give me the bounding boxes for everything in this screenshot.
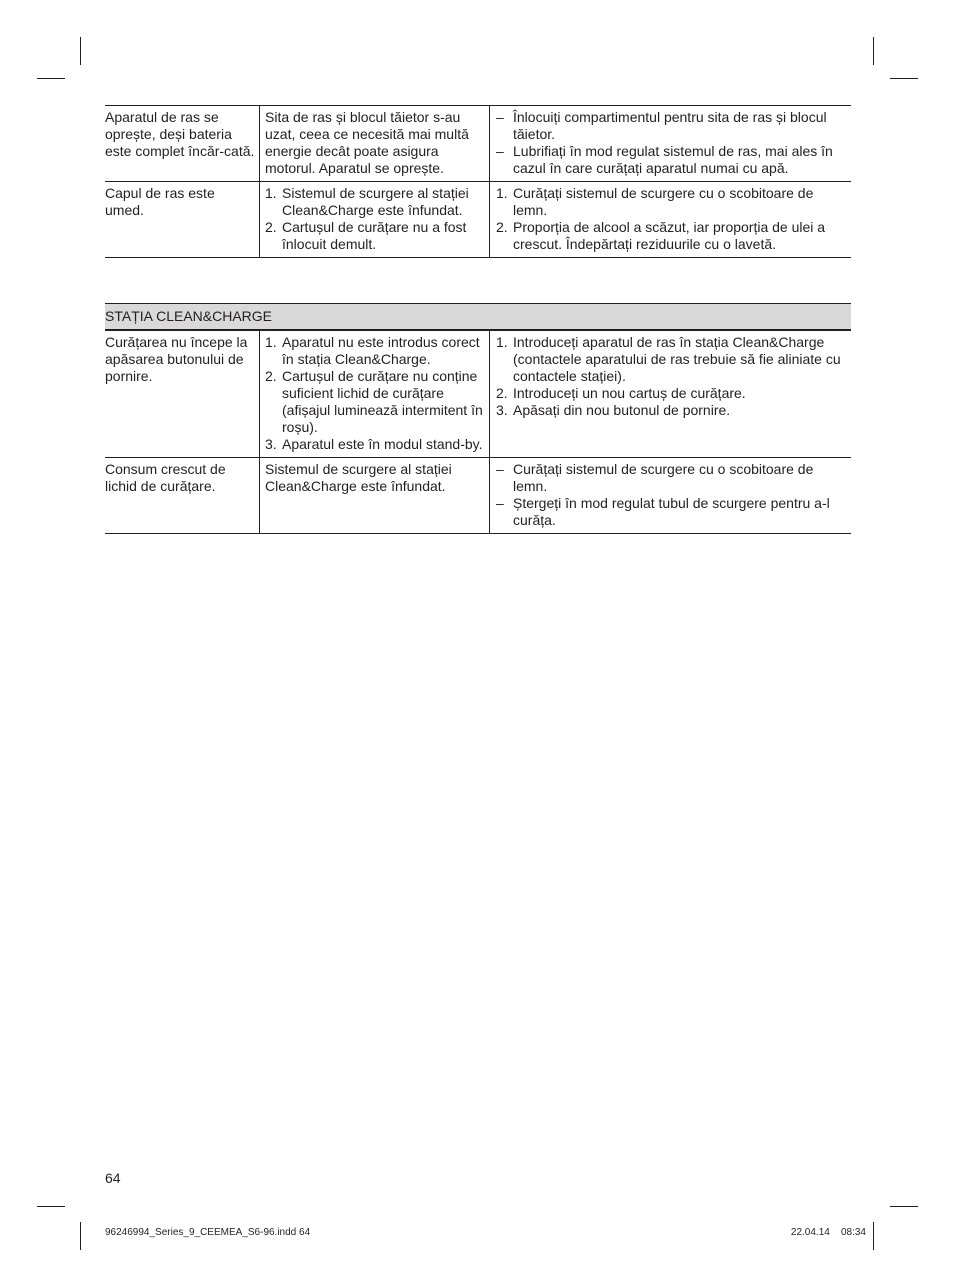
cause-cell (259, 106, 489, 181)
list-item (496, 402, 851, 419)
list-item-text: Lubrifiați în mod regulat sistemul de ras, mai ales în cazul în care curățați aparatul numai cu apă. (513, 143, 833, 176)
list-item-text: Sistemul de scurgere al stației Clean&Charge este înfundat. (282, 185, 469, 218)
footer-date: 22.04.14 (790, 1227, 830, 1238)
remedy-cell (489, 106, 851, 181)
list-item (496, 495, 851, 529)
list-item-text: Sita de ras și blocul tăietor s-au uzat, ceea ce necesită mai multă energie decât poate asigura motorul. Aparatul se oprește. (265, 109, 469, 176)
footer-time: 08:34 (840, 1227, 866, 1238)
list-marker: 2. (265, 219, 277, 235)
list-item (265, 109, 485, 177)
list-item-text: Introduceți un nou cartuș de curățare. (513, 385, 746, 401)
list-item (265, 368, 485, 436)
list-marker: 3. (496, 402, 508, 418)
list-marker: 2. (496, 385, 508, 401)
crop-mark (890, 1206, 918, 1207)
list-item-text: Aparatul nu este introdus corect în stația Clean&Charge. (282, 334, 480, 367)
list-marker: – (496, 109, 504, 125)
list-item-text: Introduceți aparatul de ras în stația Clean&Charge (contactele aparatului de ras trebuie să fie aliniate cu contactele stației). (513, 334, 841, 384)
crop-mark (890, 78, 918, 79)
table-row (105, 330, 851, 458)
list-marker: – (496, 461, 504, 477)
crop-mark (80, 1222, 81, 1250)
list-item-text: Sistemul de scurgere al stației Clean&Charge este înfundat. (265, 461, 452, 494)
list-marker: 1. (265, 185, 277, 201)
list-item (496, 334, 851, 385)
list-item-text: Cartușul de curățare nu conține suficient lichid de curățare (afișajul luminează intermitent în roșu). (282, 368, 483, 435)
crop-mark (37, 78, 65, 79)
problem-cell: Consum crescut de lichid de curățare. (105, 461, 226, 494)
crop-mark (873, 37, 874, 65)
crop-mark (37, 1206, 65, 1207)
list-marker: – (496, 495, 504, 511)
list-item-text: Curățați sistemul de scurgere cu o scobitoare de lemn. (513, 185, 814, 218)
list-marker: 1. (265, 334, 277, 350)
crop-mark (873, 1222, 874, 1250)
list-marker: 1. (496, 334, 508, 350)
section-heading-text: STAȚIA CLEAN&CHARGE (105, 308, 273, 324)
cause-cell (259, 182, 489, 257)
remedy-cell (489, 182, 851, 257)
table-row (105, 458, 851, 534)
list-item (496, 185, 851, 219)
list-marker: 3. (265, 436, 277, 452)
list-item-text: Proporția de alcool a scăzut, iar proporția de ulei a crescut. Îndepărtați reziduurile cu o lavetă. (513, 219, 826, 252)
list-item (265, 436, 485, 453)
list-item (265, 461, 485, 495)
list-item (265, 334, 485, 368)
list-item (496, 385, 851, 402)
list-item (496, 461, 851, 495)
troubleshooting-table-station (105, 303, 851, 534)
remedy-cell (489, 331, 851, 457)
footer-file-name: 96246994_Series_9_CEEMEA_S6-96.indd 64 (105, 1227, 311, 1238)
list-item (496, 219, 851, 253)
table-row (105, 105, 851, 182)
remedy-cell (489, 458, 851, 533)
problem-cell: Capul de ras este umed. (105, 185, 215, 218)
list-item-text: Aparatul este în modul stand-by. (282, 436, 483, 452)
list-item-text: Cartușul de curățare nu a fost înlocuit demult. (282, 219, 467, 252)
cause-cell (259, 331, 489, 457)
table-body (105, 330, 851, 534)
troubleshooting-table-shaver (105, 105, 851, 258)
list-marker: 2. (265, 368, 277, 384)
list-item-text: Înlocuiți compartimentul pentru sita de ras și blocul tăietor. (513, 109, 827, 142)
list-item (496, 109, 851, 143)
list-marker: 1. (496, 185, 508, 201)
list-item-text: Apăsați din nou butonul de pornire. (513, 402, 731, 418)
footer-timestamp (791, 1227, 866, 1238)
section-heading (105, 303, 851, 330)
list-item (265, 219, 485, 253)
list-marker: – (496, 143, 504, 159)
list-item (496, 143, 851, 177)
cause-cell (259, 458, 489, 533)
list-item (265, 185, 485, 219)
list-item-text: Ștergeți în mod regulat tubul de scurgere pentru a-l curăța. (513, 495, 830, 528)
problem-cell: Aparatul de ras se oprește, deși bateria este complet încăr-cată. (105, 109, 255, 159)
problem-cell: Curățarea nu începe la apăsarea butonului de pornire. (105, 334, 248, 384)
page-number: 64 (105, 1170, 121, 1186)
list-marker: 2. (496, 219, 508, 235)
table-row (105, 182, 851, 258)
list-item-text: Curățați sistemul de scurgere cu o scobitoare de lemn. (513, 461, 814, 494)
crop-mark (80, 37, 81, 65)
